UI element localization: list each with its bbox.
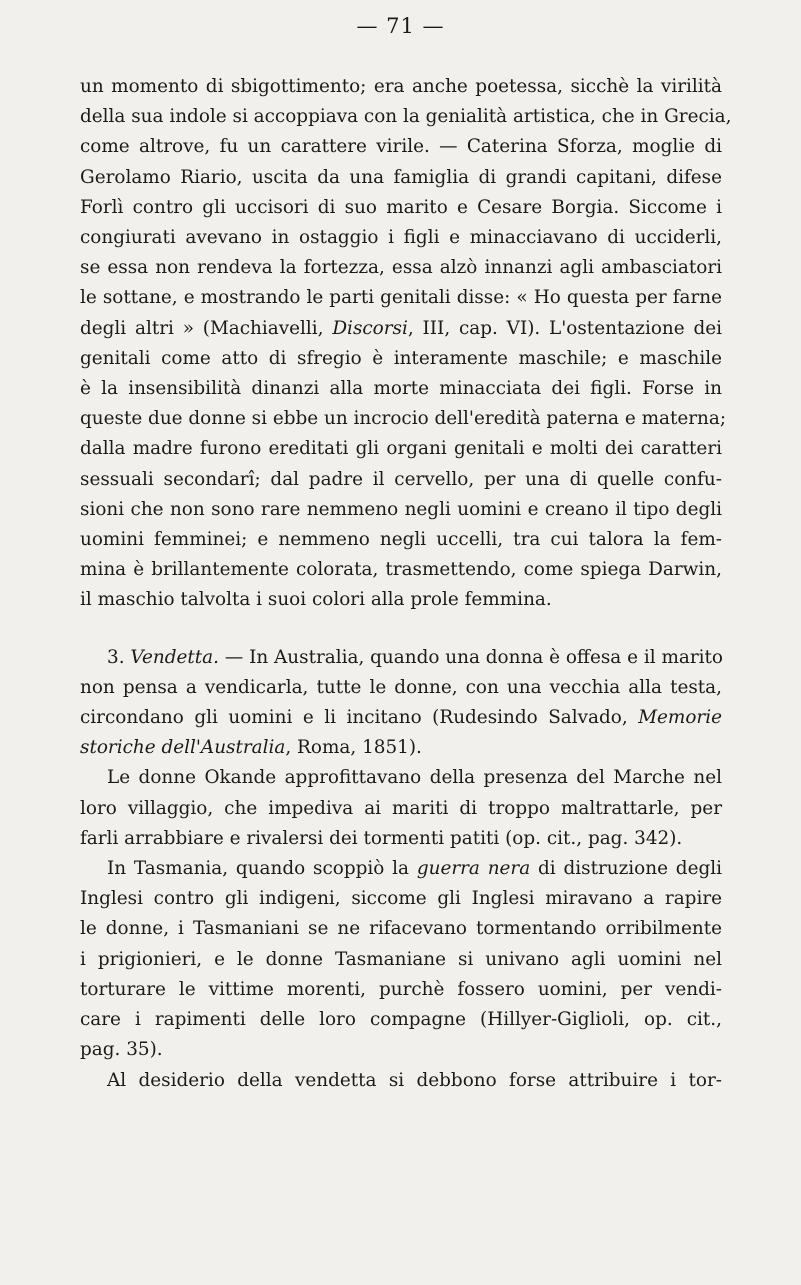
- text-line: della sua indole si accoppiava con la genialità artistica, che in Grecia,: [80, 106, 732, 128]
- italic-title-storiche: storiche dell'Australia: [80, 737, 286, 759]
- section-number: 3.: [107, 646, 131, 668]
- text-line: congiurati avevano in ostaggio i figli e minacciavano di ucciderli,: [80, 227, 722, 249]
- text-segment: In Tasmania, quando scoppiò la: [107, 858, 417, 880]
- text-line: care i rapimenti delle loro compagne (Hillyer-Giglioli, op. cit.,: [80, 1009, 722, 1031]
- text-line: Forlì contro gli uccisori di suo marito e Cesare Borgia. Siccome i: [80, 196, 722, 218]
- text-line: sessuali secondarî; dal padre il cervello, per una di quelle confu-: [80, 468, 722, 490]
- paragraph-vendetta-desire: [80, 1066, 722, 1096]
- text-line: farli arrabbiare e rivalersi dei tormenti patiti (op. cit., pag. 342).: [80, 827, 683, 849]
- text-line-with-citation: [80, 733, 722, 763]
- paragraph-okande: [80, 763, 722, 854]
- text-segment: di distruzione degli: [530, 858, 722, 880]
- text-line-with-citation: [80, 314, 722, 344]
- text-segment: — In Australia, quando una donna è offesa e il marito: [218, 646, 723, 668]
- text-line: come altrove, fu un carattere virile. — Caterina Sforza, moglie di: [80, 136, 722, 158]
- body-text: [80, 72, 732, 1096]
- text-line: i prigionieri, e le donne Tasmaniane si univano agli uomini nel: [80, 948, 722, 970]
- text-line: non pensa a vendicarla, tutte le donne, con una vecchia alla testa,: [80, 676, 722, 698]
- text-segment: degli altri » (Machiavelli,: [80, 317, 333, 339]
- text-segment: circondano gli uomini e li incitano (Rudesindo Salvado,: [80, 707, 639, 729]
- text-line: loro villaggio, che impediva ai mariti di troppo maltrattarle, per: [80, 797, 722, 819]
- text-line: mina è brillantemente colorata, trasmettendo, come spiega Darwin,: [80, 559, 722, 581]
- text-line: le donne, i Tasmaniani se ne rifacevano tormentando orribilmente: [80, 918, 722, 940]
- text-segment: , III, cap. VI). L'ostentazione dei: [407, 317, 722, 339]
- text-line: le sottane, e mostrando le parti genitali disse: « Ho questa per farne: [80, 287, 722, 309]
- text-line: Gerolamo Riario, uscita da una famiglia di grandi capitani, difese: [80, 166, 722, 188]
- section-heading-line: [80, 643, 722, 673]
- text-line-with-citation: [80, 703, 722, 733]
- text-segment: , Roma, 1851).: [285, 737, 422, 759]
- text-line: il maschio talvolta i suoi colori alla prole femmina.: [80, 589, 552, 611]
- text-line: genitali come atto di sfregio è interamente maschile; e maschile: [80, 347, 722, 369]
- text-line: torturare le vittime morenti, purchè fossero uomini, per vendi-: [80, 978, 722, 1000]
- page-number: — 71 —: [356, 14, 445, 38]
- paragraph-section-3: [80, 643, 722, 764]
- text-line: sioni che non sono rare nemmeno negli uomini e creano il tipo degli: [80, 498, 722, 520]
- text-line: Al desiderio della vendetta si debbono forse attribuire i tor-: [107, 1069, 722, 1091]
- italic-guerra-nera: guerra nera: [416, 858, 531, 880]
- text-line: Le donne Okande approfittavano della presenza del Marche nel: [107, 767, 722, 789]
- text-line: è la insensibilità dinanzi alla morte minacciata dei figli. Forse in: [80, 378, 722, 400]
- italic-title-memorie: Memorie: [638, 707, 722, 729]
- paragraph-tasmania: [80, 854, 722, 1065]
- text-line: Inglesi contro gli indigeni, siccome gli Inglesi miravano a rapire: [80, 888, 722, 910]
- section-title: Vendetta.: [130, 646, 219, 668]
- text-line: un momento di sbigottimento; era anche poetessa, sicchè la virilità: [80, 76, 722, 97]
- paragraph-gap: [80, 616, 722, 643]
- italic-title-discorsi: Discorsi: [332, 317, 408, 339]
- paragraph-1: [80, 72, 732, 616]
- text-line-with-italic: [80, 854, 722, 884]
- text-line: queste due donne si ebbe un incrocio dell'eredità paterna e materna;: [80, 408, 727, 430]
- text-line: uomini femminei; e nemmeno negli uccelli, tra cui talora la fem-: [80, 529, 722, 551]
- text-line: dalla madre furono ereditati gli organi genitali e molti dei caratteri: [80, 438, 722, 460]
- text-line: se essa non rendeva la fortezza, essa alzò innanzi agli ambasciatori: [80, 257, 722, 279]
- text-line: pag. 35).: [80, 1039, 163, 1061]
